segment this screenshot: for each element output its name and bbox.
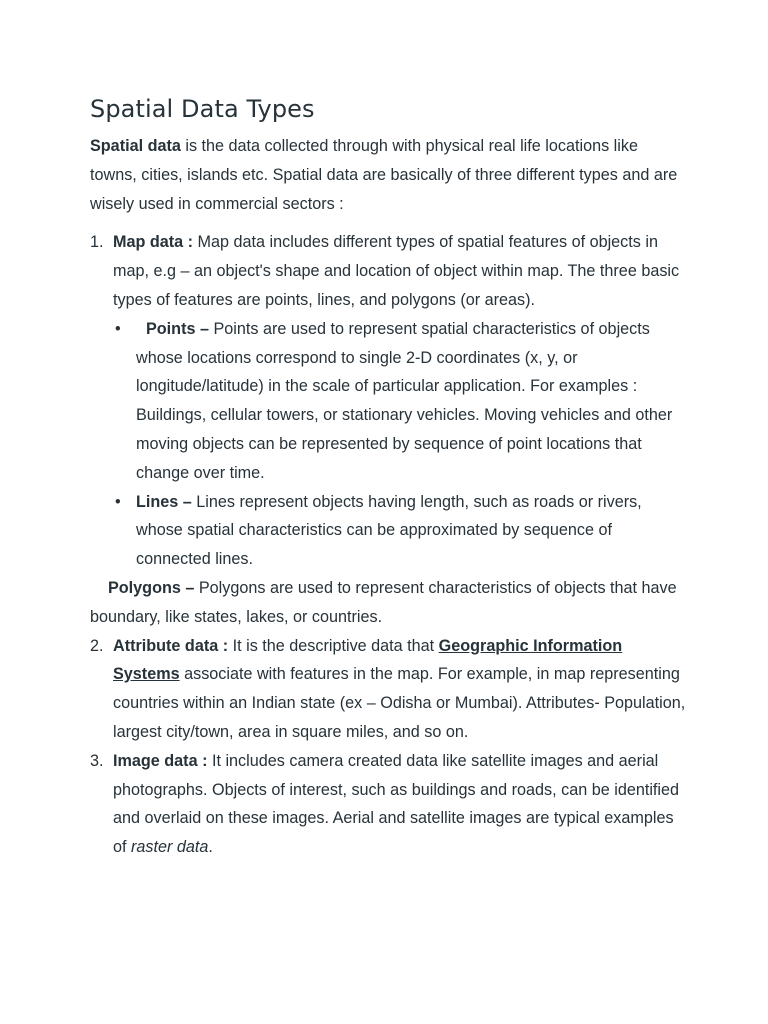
item-text: It is the descriptive data that [228,636,439,655]
list-item-map-data [90,228,686,631]
polygons-paragraph [90,574,686,632]
polygons-text: Polygons are used to represent characteristics of objects that have boundary, like states, lakes, or countries. [90,578,677,626]
bullet-heading: Lines – [136,492,192,511]
list-item-attribute-data [90,632,686,747]
polygons-heading: Polygons – [108,578,195,597]
article [90,92,686,862]
bullet-marker: • [115,319,121,338]
intro-paragraph [90,132,686,218]
gis-link[interactable]: Geographic Information Systems [113,636,623,684]
bullet-marker: • [115,492,121,511]
list-number: 1. [90,233,104,252]
bullet-item-lines [113,488,686,574]
item-heading: Map data : [113,233,194,252]
intro-text: is the data collected through with physical real life locations like towns, cities, islands etc. Spatial data are basically of three different types and are wisely used in commercial sectors : [90,137,678,213]
bullet-text: Points are used to represent spatial characteristics of objects whose locations correspond to single 2-D coordinates (x, y, or longitude/latitude) in the scale of particular application. For examples : Buildings, cellular towers, or stationary vehicles. Moving vehicles and other moving objects can be represented by sequence of point locations that change over time. [136,319,673,482]
list-number: 2. [90,636,104,655]
item-heading: Attribute data : [113,636,229,655]
bullet-heading: Points – [146,319,209,338]
item-text: Map data includes different types of spatial features of objects in map, e.g – an object's shape and location of object within map. The three basic types of features are points, lines, and polygons (or areas). [113,233,680,309]
item-text-end: . [208,838,213,857]
feature-bullets [113,315,686,574]
item-text: It includes camera created data like satellite images and aerial photographs. Objects of interest, such as buildings and roads, can be identified and overlaid on these images. Aerial and satellite images are typical examples of [113,751,680,857]
list-number: 3. [90,751,104,770]
bullet-item-points [113,315,686,488]
data-types-list [90,228,686,862]
item-text-continued: associate with features in the map. For example, in map representing countries within an Indian state (ex – Odisha or Mumbai). Attributes- Population, largest city/town, area in square miles, and so on. [113,665,686,741]
page-title: Spatial Data Types [90,95,315,123]
intro-bold-term: Spatial data [90,137,181,155]
list-item-image-data [90,747,686,862]
raster-data-term: raster data [131,838,209,857]
bullet-text: Lines represent objects having length, such as roads or rivers, whose spatial characteristics can be approximated by sequence of connected lines. [136,492,642,569]
item-heading: Image data : [113,751,208,770]
